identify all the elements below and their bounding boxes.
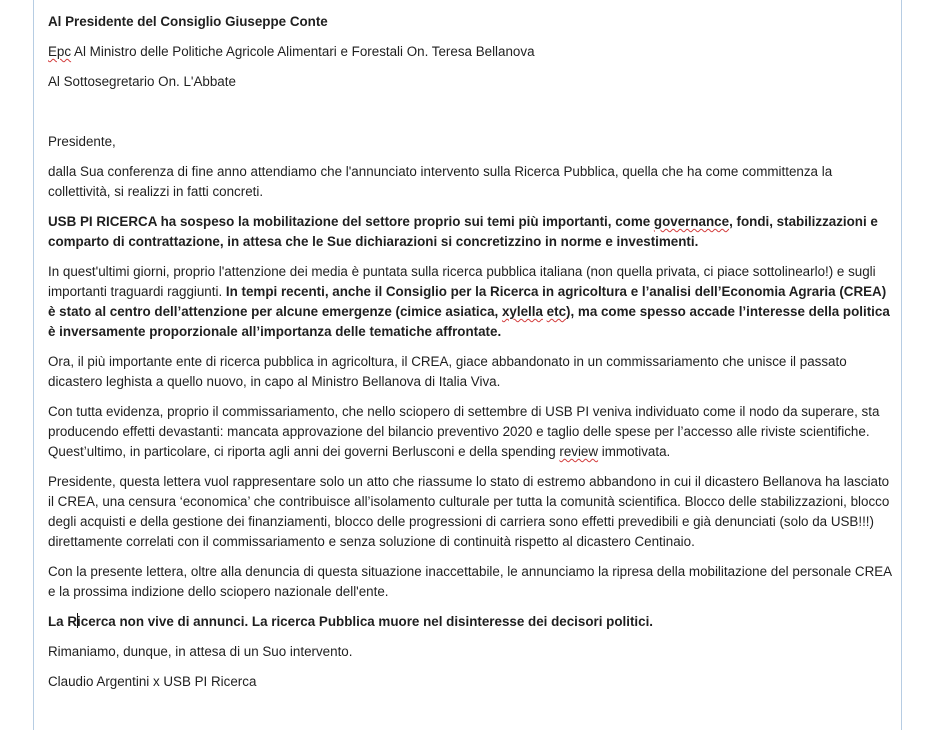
salutation: Presidente, — [48, 134, 116, 149]
paragraph-1: dalla Sua conferenza di fine anno attendiamo che l'annunciato intervento sulla Ricerca Pubblica, quella che ha come committenza la collettività, si realizzi in fatti concreti. — [48, 164, 833, 199]
recipient-main: Al Presidente del Consiglio Giuseppe Conte — [48, 14, 328, 29]
recipient-cc: Epc Al Ministro delle Politiche Agricole Alimentari e Forestali On. Teresa Bellanova — [48, 44, 535, 59]
spellcheck-word[interactable]: review — [559, 444, 599, 459]
paragraph-4: Ora, il più importante ente di ricerca pubblica in agricoltura, il CREA, giace abbandonato in un commissariamento che unisce il passato dicastero leghista a quello nuovo, in capo al Ministro Bellanova di Italia Viva. — [48, 354, 847, 389]
spellcheck-word[interactable]: xylella — [501, 304, 543, 319]
paragraph-9: Rimaniamo, dunque, in attesa di un Suo intervento. — [48, 644, 353, 659]
paragraph-7: Con la presente lettera, oltre alla denuncia di questa situazione inaccettabile, le annunciamo la ripresa della mobilitazione del personale CREA e la prossima indizione dello sciopero nazionale dell'ente. — [48, 564, 892, 599]
paragraph-6: Presidente, questa lettera vuol rappresentare solo un atto che riassume lo stato di estremo abbandono in cui il dicastero Bellanova ha lasciato il CREA, una censura ‘economica’ che contribuisce all’isolamento culturale per tutta la comunità scientifica. Blocco delle stabilizzazioni, blocco degli acquisti e della gestione dei finanziamenti, blocco delle progressioni di carriera sono effetti prevedibili e già denunciati (solo da USB!!!) direttamente correlati con il commissariamento e senza soluzione di continuità rispetto al dicastero Centinaio. — [48, 474, 890, 549]
blank-line — [48, 102, 893, 132]
paragraph-8: La Ricerca non vive di annunci. La ricerca Pubblica muore nel disinteresse dei decisori politici. — [48, 614, 654, 629]
paragraph-3-bold: In tempi recenti, anche il Consiglio per la Ricerca in agricoltura e l’analisi dell’Economia Agraria (CREA) è stato al centro dell’attenzione per alcune emergenze (cimice asiatica, xylella etc), ma come spesso accade l’interesse della politica è inversamente proporzionale all’importanza delle tematiche affrontate. — [48, 284, 890, 339]
paragraph-3: In quest'ultimi giorni, proprio l'attenzione dei media è puntata sulla ricerca pubblica italiana (non quella privata, ci piace sottolinearlo!) e sugli importanti traguardi raggiunti. In tempi recenti, anche il Consiglio per la Ricerca in agricoltura e l’analisi dell’Economia Agraria (CREA) è stato al centro dell’attenzione per alcune emergenze (cimice asiatica, xylella etc), ma come spesso accade l’interesse della politica è inversamente proporzionale all’importanza delle tematiche affrontate. — [48, 264, 890, 339]
paragraph-2: USB PI RICERCA ha sospeso la mobilitazione del settore proprio sui temi più importanti, come governance, fondi, stabilizzazioni e comparto di contrattazione, in attesa che le Sue dichiarazioni si concretizzino in norme e investimenti. — [48, 214, 878, 249]
document-body[interactable] — [48, 12, 893, 702]
recipient-undersecretary: Al Sottosegretario On. L'Abbate — [48, 74, 236, 89]
spellcheck-word[interactable]: Epc — [48, 44, 72, 59]
paragraph-5: Con tutta evidenza, proprio il commissariamento, che nello sciopero di settembre di USB PI veniva individuato come il nodo da superare, sta producendo effetti devastanti: mancata approvazione del bilancio preventivo 2020 e taglio delle spese per l’accesso alle riviste scientifiche. Quest’ultimo, in particolare, ci riporta agli anni dei governi Berlusconi e della spending review immotivata. — [48, 404, 880, 459]
spellcheck-word[interactable]: etc — [546, 304, 567, 319]
spellcheck-word[interactable]: governance — [653, 214, 730, 229]
signature: Claudio Argentini x USB PI Ricerca — [48, 674, 257, 689]
